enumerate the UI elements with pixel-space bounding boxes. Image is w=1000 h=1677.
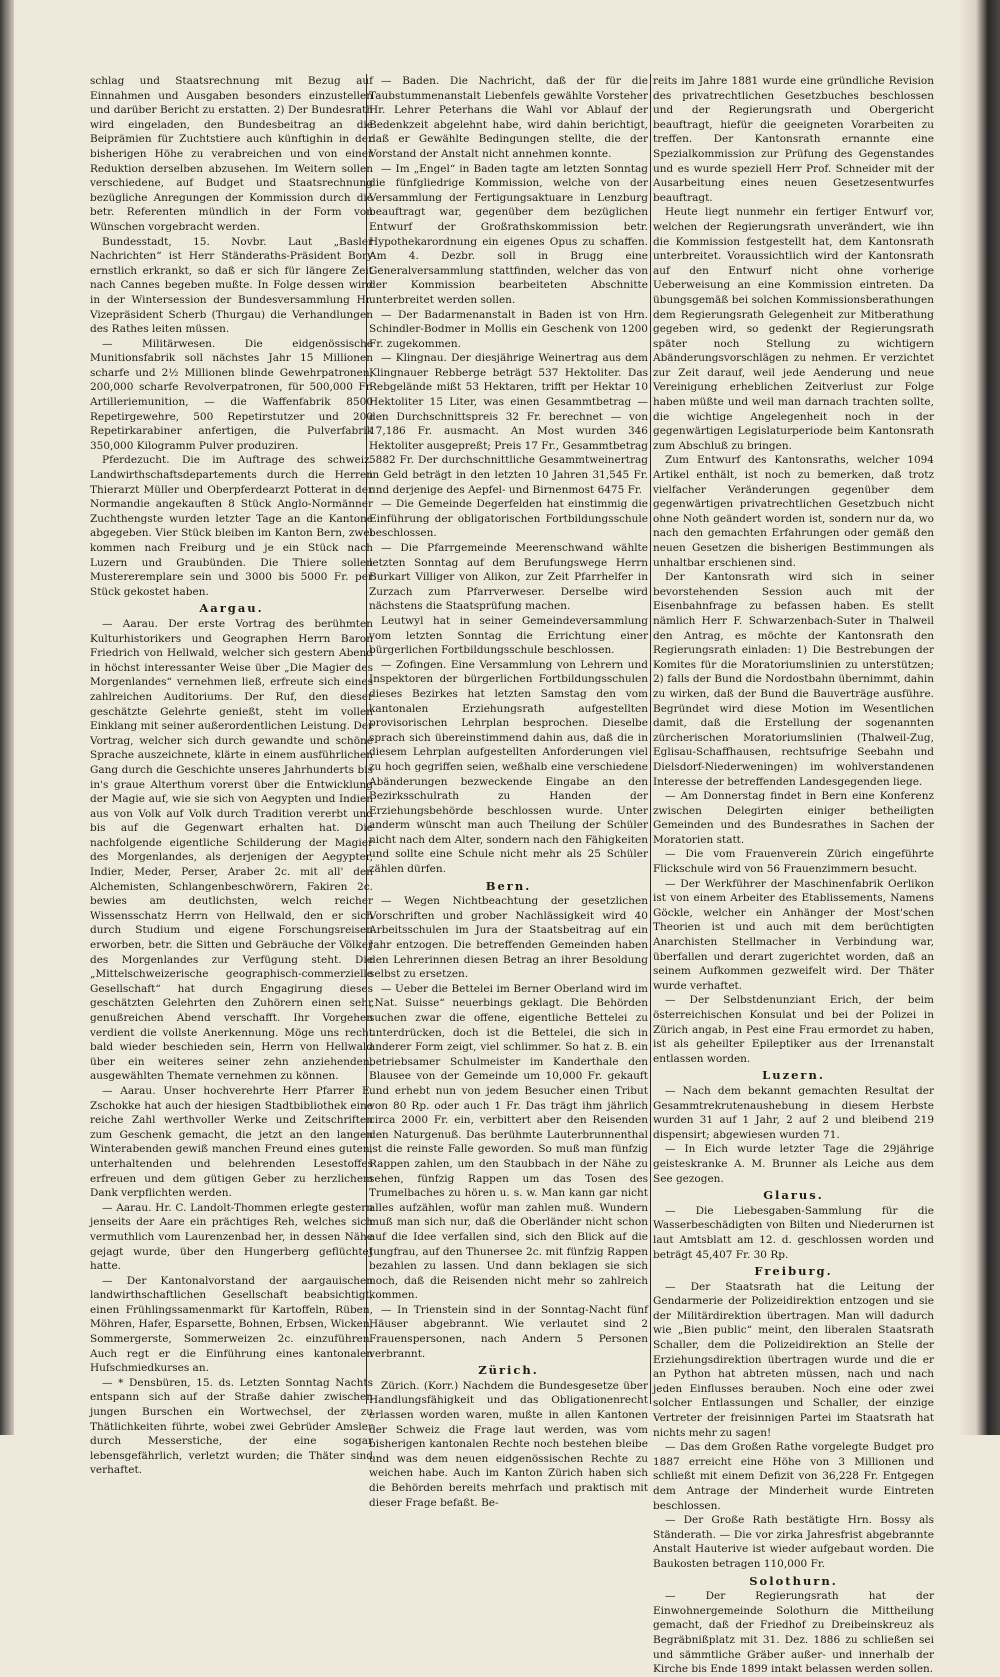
article-paragraph: — Die Pfarrgemeinde Meerenschwand wählte letzten Sonntag auf dem Berufungswege Herrn Burkart Villiger von Alikon, zur Zeit Pfarrhelfer in Zurzach zum Pfarrverweser. Derselbe wird nächstens die Staatsprüfung machen. [369, 542, 648, 613]
article-paragraph: Zürich. (Korr.) Nachdem die Bundesgesetze über Handlungsfähigkeit und das Obligationenrecht erlassen worden waren, mußte in allen Kantonen der Schweiz die Frage laut werden, was vom bisherigen kantonalen Rechte noch bestehen bleibe und was dem neuen eidgenössischen Rechte zu weichen habe. Auch im Kanton Zürich haben sich die Behörden bereits mehrfach und praktisch mit dieser Frage befaßt. Be- [369, 1379, 648, 1509]
article-paragraph: — Aarau. Hr. C. Landolt-Thommen erlegte gestern jenseits der Aare ein prächtiges Reh, welches sich vermuthlich vom Laurenzenbad her, in dessen Nähe gejagt wurde, über den Hungerberg geflüchtet hatte. [90, 1201, 373, 1273]
article-paragraph: — Wegen Nichtbeachtung der gesetzlichen Vorschriften und grober Nachlässigkeit wird 40 Arbeitsschulen im Jura der Staatsbeitrag auf ein Jahr entzogen. Die betreffenden Gemeinden haben den Lehrerinnen diesen Betrag an ihrer Besoldung selbst zu ersetzen. [369, 895, 648, 981]
article-paragraph: — Der Badarmenanstalt in Baden ist von Hrn. Schindler-Bodmer in Mollis ein Geschenk von 1200 Fr. zugekommen. [369, 308, 648, 350]
article-paragraph: — Aarau. Der erste Vortrag des berühmten Kulturhistorikers und Geographen Herrn Baron Friedrich von Hellwald, welcher sich gestern Abend in höchst interessanter Weise über „Die Magier des Morgenlandes“ vernehmen ließ, erfreute sich eines zahlreichen Auditoriums. Der Ruf, den dieser geschätzte Gelehrte genießt, steht im vollen Einklang mit seiner außerordentlichen Leistung. Der Vortrag, welcher sich durch gewandte und schöne Sprache auszeichnete, klärte in einem ausführlichen Gang durch die Geschichte unseres Jahrhunderts bis in's graue Alterthum vorerst über die Entwicklung der Magie auf, wie sie sich von Aegypten und Indien aus von Volk auf Volk durch Tradition vererbt und bis auf die Gegenwart erhalten hat. Die nachfolgende eigentliche Schilderung der Magier des Morgenlandes, als derjenigen der Aegypter, Indier, Meder, Perser, Araber 2c. mit all' den Alchemisten, Schlangenbeschwörern, Fakiren 2c. bewies am deutlichsten, welch reicher Wissensschatz Herrn von Hellwald, den er sich durch Studium und eigene Forschungsreisen erworben, betr. die Sitten und Gebräuche der Völker des Morgenlandes zur Verfügung steht. Die „Mittelschweizerische geographisch-commerzielle Gesellschaft“ hat durch Engagirung dieses geschätzten Gelehrten den Zuhörern einen sehr genußreichen Abend verschafft. Ihr Vorgehen verdient die vollste Anerkennung. Möge uns recht bald wieder beschieden sein, Herrn von Hellwald über ein weiteres seiner zehn anziehenden, ausgewählten Themate vernehmen zu können. [90, 617, 373, 1083]
article-paragraph: — Die Gemeinde Degerfelden hat einstimmig die Einführung der obligatorischen Fortbildungsschule beschlossen. [369, 498, 648, 540]
article-paragraph: — Aarau. Unser hochverehrte Herr Pfarrer E. Zschokke hat auch der hiesigen Stadtbibliothek eine reiche Zahl werthvoller Werke und Zeitschriften zum Geschenk gemacht, die jetzt an den langen Winterabenden gewiß manchen Freund eines guten, unterhaltenden und belehrenden Lesestoffes erfreuen und dem gütigen Geber zu herzlichem Dank verpflichten werden. [90, 1084, 373, 1200]
section-heading-bern: Bern. [485, 878, 532, 893]
article-paragraph: — Der Große Rath bestätigte Hrn. Bossy als Ständerath. — Die vor zirka Jahresfrist abgebrannte Anstalt Hauterive ist wieder aufgebaut worden. Die Baukosten betragen 110,000 Fr. [653, 1514, 934, 1570]
article-paragraph: — Klingnau. Der diesjährige Weinertrag aus dem Klingnauer Rebberge beträgt 537 Hektoliter. Das Rebgelände mißt 53 Hektaren, trifft per Hektar 10 Hektoliter 15 Liter, was einen Gesammtbetrag — den Durchschnittspreis 32 Fr. berechnet — von 17,186 Fr. ausmacht. An Most wurden 346 Hektoliter ausgepreßt; Preis 17 Fr., Gesammtbetrag 5882 Fr. Der durchschnittliche Gesammtweinertrag in Geld beträgt in den letzten 10 Jahren 31,545 Fr. und derjenige des Aepfel- und Birnenmost 6475 Fr. [369, 352, 648, 496]
article-paragraph: Der Kantonsrath wird sich in seiner bevorstehenden Session auch mit der Eisenbahnfrage zu befassen haben. Es stellt nämlich Herr F. Schwarzenbach-Suter in Thalweil den Antrag, es möchte der Kantonsrath den Regierungsrath einladen: 1) Die Bestrebungen der Komites für die Moratoriumslinien zu unterstützen; 2) falls der Bund die Nordostbahn übernimmt, dahin zu wirken, daß der Bund die Bauverträge ausführe. Begründet wird diese Motion im Wesentlichen damit, daß die Erstellung der sogenannten zürcherischen Moratoriumslinien (Thalweil-Zug, Eglisau-Schaffhausen, rechtsufrige Seebahn und Dielsdorf-Niederweningen) im wohlverstandenen Interesse der betreffenden Landesgegenden liege. [653, 571, 934, 788]
article-paragraph: reits im Jahre 1881 wurde eine gründliche Revision des privatrechtlichen Gesetzbuches beschlossen und der Regierungsrath und Obergericht beauftragt, hiefür die geeigneten Vorarbeiten zu treffen. Der Kantonsrath ernannte eine Spezialkommission zur Prüfung des Gegenstandes und es wurde speziell Herr Prof. Schneider mit der Ausarbeitung eines neuen Gesetzesentwurfes beauftragt. [653, 75, 934, 204]
article-paragraph: — Der Werkführer der Maschinenfabrik Oerlikon ist von einem Arbeiter des Etablissements, Namens Göckle, welcher ein Anhänger der Most'schen Theorien ist und auch mit dem berüchtigten Anarchisten Stellmacher in Verbindung war, überfallen und derart zugerichtet worden, daß an seinem Aufkommen gezweifelt wird. Der Thäter wurde verhaftet. [653, 877, 934, 992]
article-paragraph: — Nach dem bekannt gemachten Resultat der Gesammtrekrutenaushebung in diesem Herbste wurden 31 auf 1 Jahr, 2 auf 2 und bleibend 219 dispensirt; abgewiesen wurden 71. [653, 1084, 934, 1141]
newspaper-page [60, 62, 960, 1676]
scan-edge-left [0, 0, 14, 1435]
article-paragraph: — Der Selbstdenunziant Erich, der beim österreichischen Konsulat und bei der Polizei in Zürich angab, in Pest eine Frau ermordet zu haben, ist als geheilter Epileptiker aus der Irrenanstalt entlassen worden. [653, 994, 934, 1065]
article-paragraph: — Das dem Großen Rathe vorgelegte Budget pro 1887 erreicht eine Höhe von 3 Millionen und schließt mit einem Defizit von 36,228 Fr. Entgegen dem Antrage der Minderheit wurde Eintreten beschlossen. [653, 1441, 934, 1512]
article-paragraph: — Der Staatsrath hat die Leitung der Gendarmerie der Polizeidirektion entzogen und sie der Militärdirektion übertragen. Man will dadurch wie „Bien public“ meint, den liberalen Staatsrath Schaller, dem die Polizeidirektion an Stelle der Erziehungsdirektion übertragen wurde und die er an Python hat abtreten müssen, nach und nach jeden Einflusses berauben. Noch eine oder zwei solcher Entlassungen und Schaller, der einzige Vertreter der freisinnigen Partei im Staatsrath hat nichts mehr zu sagen! [653, 1280, 934, 1439]
article-paragraph: — Ueber die Bettelei im Berner Oberland wird im „Nat. Suisse“ neuerbings geklagt. Die Behörden suchen zwar die offene, eigentliche Bettelei zu unterdrücken, doch ist die Bettelei, die sich in anderer Form zeigt, viel schlimmer. So hat z. B. ein betriebsamer Schulmeister im Kanderthale den Blausee von der Gemeinde um 10,000 Fr. gekauft und erhebt nun von jedem Besucher einen Tribut von 80 Rp. oder auch 1 Fr. Das trägt ihm jährlich circa 2000 Fr. ein, verbittert aber den Reisenden den Naturgenuß. Das berühmte Lauterbrunnenthal ist die reinste Falle geworden. So muß man fünfzig Rappen zahlen, um den Staubbach in der Nähe zu sehen, fünfzig Rappen um das Tosen des Trumelbaches zu hören u. s. w. Man kann gar nicht alles aufzählen, wofür man zahlen muß. Wundern muß man sich nur, daß die Oberländer nicht schon auf die Idee verfallen sind, sich den Blick auf die Jungfrau, auf den Thunersee 2c. mit fünfzig Rappen bezahlen zu lassen. Und dann beklagen sie sich noch, daß die Reisenden nicht mehr so zahlreich kommen. [369, 982, 648, 1302]
article-paragraph: Leutwyl hat in seiner Gemeindeversammlung vom letzten Sonntag die Errichtung einer bürgerlichen Fortbildungsschule beschlossen. [369, 614, 648, 657]
article-paragraph: — Zofingen. Eine Versammlung von Lehrern und Inspektoren der bürgerlichen Fortbildungsschulen dieses Bezirkes hat letzten Samstag den vom kantonalen Erziehungsrath aufgestellten provisorischen Lehrplan besprochen. Dieselbe sprach sich übereinstimmend dahin aus, daß die in diesem Lehrplan aufgestellten Anforderungen viel zu hoch gegriffen seien, weßhalb eine verschiedene Abänderungen bezweckende Eingabe an den Bezirksschulrath zu Handen der Erziehungsbehörde beschlossen wurde. Unter anderm wünscht man auch Theilung der Schüler nicht nach dem Alter, sondern nach den Fähigkeiten und sollte eine Schule nicht mehr als 25 Schüler zählen dürfen. [369, 658, 648, 876]
section-heading-aargau: Aargau. [199, 601, 264, 616]
section-heading-glarus: Glarus. [763, 1188, 824, 1203]
article-paragraph: Bundesstadt, 15. Novbr. Laut „Basler Nachrichten“ ist Herr Ständeraths-Präsident Bory ernstlich erkrankt, so daß er sich für längere Zeit nach Cannes begeben mußte. In Folge dessen wird in der Wintersession der Bundesversammlung Hr. Vizepräsident Scherb (Thurgau) die Verhandlungen des Rathes leiten müssen. [90, 235, 373, 336]
section-heading-zuerich: Zürich. [478, 1363, 539, 1378]
column-2 [369, 74, 648, 1509]
scan-edge-right [960, 0, 1000, 1435]
article-paragraph: — Die vom Frauenverein Zürich eingeführte Flickschule wird von 56 Frauenzimmern besucht. [653, 848, 934, 876]
article-paragraph: Pferdezucht. Die im Auftrage des schweiz. Landwirthschaftsdepartements durch die Herren Thierarzt Müller und Oberpferdearzt Potterat in der Normandie angekauften 8 Stück Anglo-Normänner Zuchthengste wurden letzter Tage an die Kantone abgegeben. Vier Stück bleiben im Kanton Bern, zwei kommen nach Freiburg und je ein Stück nach Luzern und Graubünden. Die Thiere sollen Mustereremplare sein und 3000 bis 5000 Fr. per Stück gekostet haben. [90, 454, 373, 598]
column-3 [653, 74, 934, 1676]
section-heading-luzern: Luzern. [762, 1068, 825, 1083]
article-paragraph: Heute liegt nunmehr ein fertiger Entwurf vor, welchen der Regierungsrath unverändert, wie ihn die Kommission festgestellt hat, dem Kantonsrath unterbreitet. Voraussichtlich wird der Kantonsrath auf den Entwurf nicht ohne vorherige Ueberweisung an eine Kommission eintreten. Da übungsgemäß bei solchen Kommissionsberathungen dem Regierungsrath Gelegenheit zur Mitberathung gegeben wird, so gedenkt der Regierungsrath später noch Stellung zu wichtigern Abänderungsvorschlägen zu nehmen. Er verzichtet zur Zeit darauf, weil jede Aenderung und neue Vereinigung erheblichen Zeitverlust zur Folge haben müßte und weil man darnach trachten sollte, die wichtige Angelegenheit noch in der gegenwärtigen Legislaturperiode beim Kantonsrath zum Abschluß zu bringen. [653, 206, 934, 452]
column-1 [90, 74, 373, 1477]
column-rule [650, 74, 651, 1404]
article-paragraph: — In Eich wurde letzter Tage die 29jährige geisteskranke A. M. Brunner als Leiche aus dem See gezogen. [653, 1143, 934, 1185]
article-paragraph: — Der Kantonalvorstand der aargauischen landwirthschaftlichen Gesellschaft beabsichtigt, einen Frühlingssamenmarkt für Kartoffeln, Rüben, Möhren, Hafer, Esparsette, Bohnen, Erbsen, Wicken, Sommergerste, Sommerweizen 2c. einzuführen. Auch regt er die Einführung eines kantonalen Hufschmiedkurses an. [90, 1274, 373, 1375]
article-paragraph: — Die Liebesgaben-Sammlung für die Wasserbeschädigten von Bilten und Niederurnen ist laut Amtsblatt am 12. d. geschlossen worden und beträgt 45,407 Fr. 30 Rp. [653, 1204, 934, 1261]
article-paragraph: — Militärwesen. Die eidgenössische Munitionsfabrik soll nächstes Jahr 15 Millionen scharfe und 2½ Millionen blinde Gewehrpatronen, 200,000 scharfe Revolverpatronen, für 500,000 Fr. Artilleriemunition, — die Waffenfabrik 8500 Repetirgewehre, 500 Repetirstutzer und 200 Repetirkarabiner anfertigen, die Pulverfabrik 350,000 Kilogramm Pulver produziren. [90, 337, 373, 452]
section-heading-solothurn: Solothurn. [749, 1573, 838, 1588]
article-paragraph: — Baden. Die Nachricht, daß der für die Taubstummenanstalt Liebenfels gewählte Vorsteher Hr. Lehrer Peterhans die Wahl vor Ablauf der Bedenkzeit abgelehnt habe, wird dahin berichtigt, daß er Gewählte Bedingungen stellte, die der Vorstand der Anstalt nicht annehmen konnte. [369, 75, 648, 160]
article-paragraph: — In Trienstein sind in der Sonntag-Nacht fünf Häuser abgebrannt. Wie verlautet sind 2 Frauenspersonen, nach Andern 5 Personen verbrannt. [369, 1303, 648, 1360]
article-paragraph: — Im „Engel“ in Baden tagte am letzten Sonntag die fünfgliedrige Kommission, welche von der Versammlung der Fertigungsaktuare in Lenzburg beauftragt war, gegenüber dem bezüglichen Entwurf der Großrathskommission betr. Hypothekarordnung ein eigenes Opus zu schaffen. Am 4. Dezbr. soll in Brugg eine Generalversammlung stattfinden, welcher das von der Kommission bearbeiteten Abschnitte unterbreitet werden sollen. [369, 162, 648, 306]
article-paragraph: — * Densbüren, 15. ds. Letzten Sonntag Nachts entspann sich auf der Straße dahier zwischen jungen Burschen ein Wortwechsel, der zu Thätlichkeiten führte, wobei zwei Gebrüder Amsler durch Messerstiche, der eine sogar lebensgefährlich, verletzt wurden; die Thäter sind verhaftet. [90, 1376, 373, 1477]
section-heading-freiburg: Freiburg. [754, 1264, 833, 1279]
article-paragraph: schlag und Staatsrechnung mit Bezug auf Einnahmen und Ausgaben besonders einzustellen und darüber Bericht zu erstatten. 2) Der Bundesrath wird eingeladen, den Bundesbeitrag an die Beiprämien für Zuchtstiere auch künftighin in der bisherigen Höhe zu verabreichen und von einer Reduktion derselben abzusehen. Im Weitern sollen verschiedene, auf Budget und Staatsrechnung bezügliche Anregungen der Kommission durch die betr. Referenten mündlich in der Form von Wünschen vorgebracht werden. [90, 75, 373, 233]
article-paragraph: — Am Donnerstag findet in Bern eine Konferenz zwischen Delegirten einiger betheiligten Gemeinden und des Bundesrathes in Sachen der Moratorien statt. [653, 790, 934, 846]
article-paragraph: — Der Regierungsrath hat der Einwohnergemeinde Solothurn die Mittheilung gemacht, daß der Friedhof zu Dreibeinskreuz als Begräbnißplatz mit 31. Dez. 1886 zu schließen sei und sämmtliche Gräber außer- und innerhalb der Kirche bis Ende 1899 intakt belassen werden sollen. [653, 1590, 934, 1676]
article-paragraph: Zum Entwurf des Kantonsraths, welcher 1094 Artikel enthält, ist noch zu bemerken, daß trotz vielfacher Veränderungen gegenüber dem gegenwärtigen privatrechtlichen Gesetzbuch nicht ohne Noth geändert worden ist, sondern nur da, wo nach den gemachten Erfahrungen oder gemäß den neuen Gesetzen die bisherigen Bestimmungen als unhaltbar erschienen sind. [653, 454, 934, 569]
